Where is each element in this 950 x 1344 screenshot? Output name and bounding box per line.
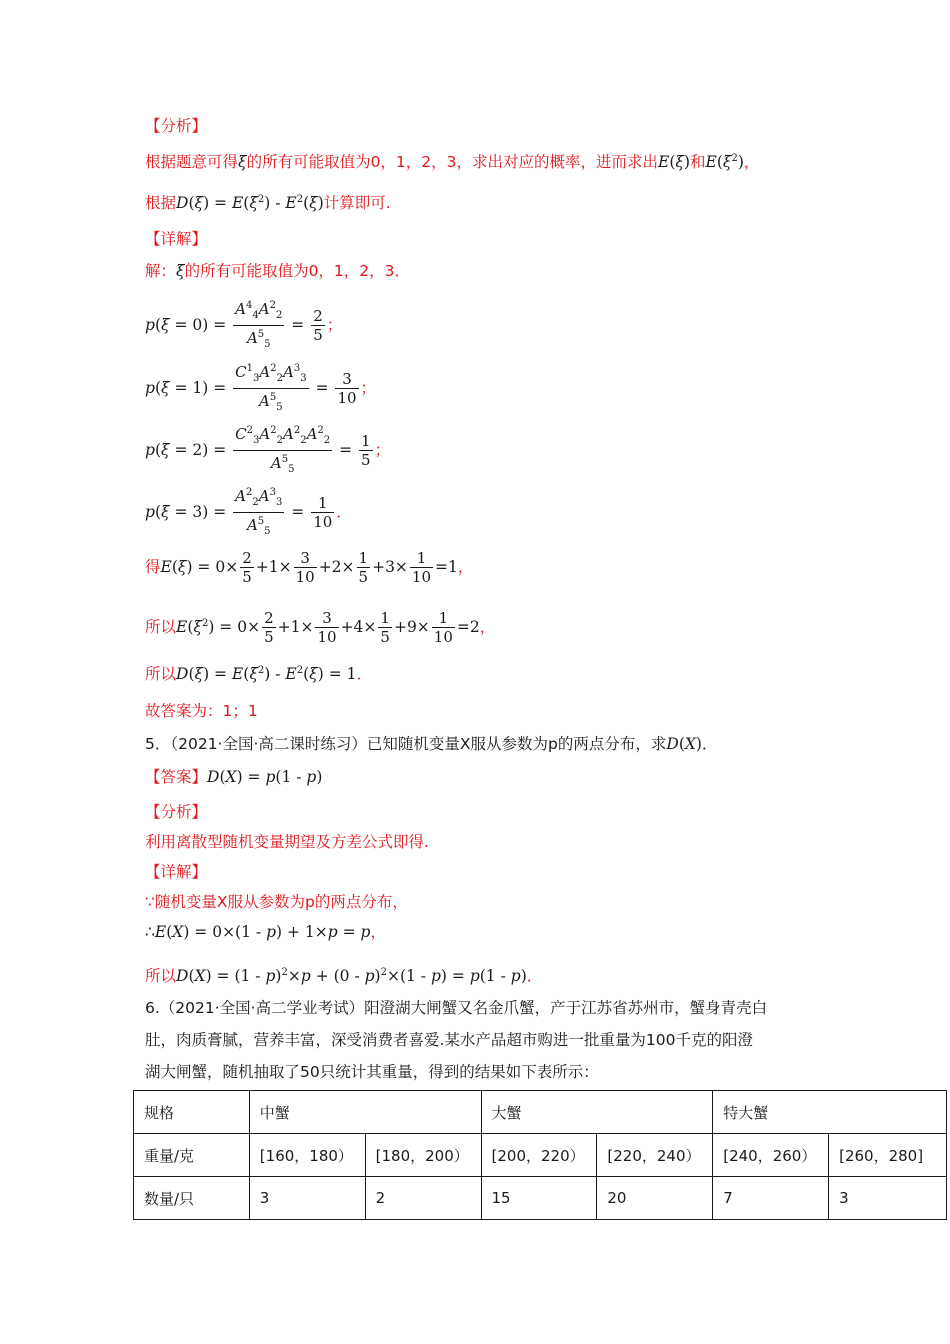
table-cell: 7 <box>713 1177 829 1220</box>
q6-line-2: 肚，肉质膏腻，营养丰富，深受消费者喜爱.某水产品超市购进一批重量为100千克的阳澄 <box>145 1031 754 1049</box>
analysis-label: 【分析】 <box>145 117 208 135</box>
table-cell: [180，200） <box>365 1134 481 1177</box>
table-cell: 特大蟹 <box>713 1091 947 1134</box>
table-cell: [240，260） <box>713 1134 829 1177</box>
table-cell: 2 <box>365 1177 481 1220</box>
crab-weight-table <box>133 1090 947 1220</box>
q5-detail-label: 【详解】 <box>145 863 208 881</box>
prob-xi-0: p(ξ = 0) = $\frac{A^4_4A^2_2}{A^5_5}$ = $\frac{2}{5}$ ； <box>145 297 342 354</box>
table-cell: [200，220） <box>481 1134 597 1177</box>
table-row <box>134 1177 947 1220</box>
table-row <box>134 1134 947 1177</box>
table-cell: 中蟹 <box>249 1091 481 1134</box>
expectation-line: 得E(ξ) = 0× $\frac{2}{5}$ +1× $\frac{3}{10}$ +2× $\frac{1}{5}$ +3× $\frac{1}{10}$ =1， <box>145 549 474 586</box>
table-cell: 15 <box>481 1177 597 1220</box>
prob-xi-2: p(ξ = 2) = $\frac{C^2_3A^2_2A^2_2A^2_2}{A^5_5}$ = $\frac{1}{5}$ ； <box>145 422 390 479</box>
q5-detail-line-2: ∴E(X) = 0×(1 - p) + 1×p = p， <box>145 923 386 941</box>
detail-label: 【详解】 <box>145 230 208 248</box>
second-moment-line: 所以$E(\xi^2) = 0\times$ $\frac{2}{5}$ +1× $\frac{3}{10}$ +4× $\frac{1}{5}$ +9× $\frac{1}{10}$ =2， <box>145 609 496 647</box>
q5-analysis-text: 利用离散型随机变量期望及方差公式即得. <box>145 833 429 851</box>
table-cell: 大蟹 <box>481 1091 713 1134</box>
final-answer: 故答案为：1；1 <box>145 702 258 720</box>
q5-detail-line-1: ∵随机变量X服从参数为p的两点分布， <box>145 893 408 911</box>
table-cell: 3 <box>829 1177 947 1220</box>
table-cell: 数量/只 <box>134 1177 250 1220</box>
prob-xi-1: p(ξ = 1) = $\frac{C^1_3A^2_2A^3_3}{A^5_5}$ = $\frac{3}{10}$ ； <box>145 360 376 417</box>
table-cell: 重量/克 <box>134 1134 250 1177</box>
prob-xi-3: p(ξ = 3) = $\frac{A^2_2A^3_3}{A^5_5}$ = $\frac{1}{10}$ ． <box>145 484 352 541</box>
table-row <box>134 1091 947 1134</box>
detail-intro: 解：ξ的所有可能取值为0，1，2，3． <box>145 262 411 280</box>
table-cell: [260，280] <box>829 1134 947 1177</box>
q5-answer: 【答案】D(X) = p(1 - p) <box>145 768 323 786</box>
analysis-line-1: 根据题意可得ξ的所有可能取值为0，1，2，3，求出对应的概率，进而求出E(ξ)和$E(\xi^2)$， <box>145 153 760 172</box>
table-cell: [160，180） <box>249 1134 365 1177</box>
table-cell: 20 <box>597 1177 713 1220</box>
q5-analysis-label: 【分析】 <box>145 803 208 821</box>
table-cell: 规格 <box>134 1091 250 1134</box>
q5-detail-line-3: 所以D(X) = (1 - p)$^2$×p + (0 - p)$^2$×(1 - p) = p(1 - p)． <box>145 967 543 986</box>
analysis-line-2: 根据$D(\xi) = E(\xi^2) - E^2(\xi)$计算即可. <box>145 194 391 213</box>
q6-line-1: 6.（2021·全国·高二学业考试）阳澄湖大闸蟹又名金爪蟹，产于江苏省苏州市，蟹身青壳白 <box>145 999 768 1017</box>
table-cell: [220，240） <box>597 1134 713 1177</box>
table-cell: 3 <box>249 1177 365 1220</box>
q6-line-3: 湖大闸蟹，随机抽取了50只统计其重量，得到的结果如下表所示： <box>145 1063 599 1081</box>
q5-question: 5．（2021·全国·高二课时练习）已知随机变量X服从参数为p的两点分布，求D(X)． <box>145 735 718 753</box>
variance-line: 所以$D(\xi) = E(\xi^2) - E^2(\xi) = 1$． <box>145 665 372 684</box>
